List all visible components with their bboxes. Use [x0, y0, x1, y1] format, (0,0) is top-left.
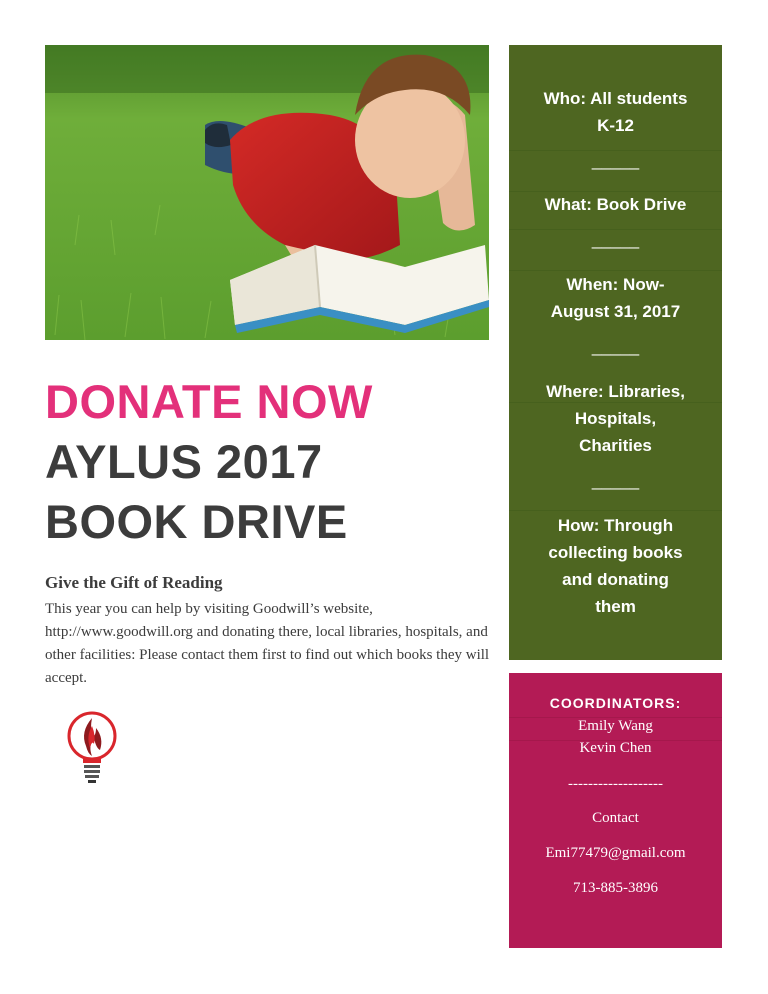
what-line: What: Book Drive [544, 195, 687, 214]
how-line-3: and donating [562, 570, 669, 589]
who-line-2: K-12 [597, 116, 634, 135]
where-line-1: Where: Libraries, [546, 382, 685, 401]
coordinators-title: COORDINATORS: [549, 695, 682, 711]
when-line-2: August 31, 2017 [550, 302, 681, 321]
coordinator-name: Emily Wang [578, 718, 653, 734]
dashed-divider: ------------------- [568, 776, 663, 792]
contact-label: Contact [592, 810, 639, 826]
aylus-2017-title: AYLUS 2017 [45, 435, 323, 488]
where-line-2: Hospitals, [574, 409, 657, 428]
where-line-3: Charities [579, 436, 652, 455]
who-line-1: Who: All students [543, 89, 688, 108]
separator: _____ [591, 337, 640, 356]
book-drive-title: BOOK DRIVE [45, 495, 348, 548]
separator: _____ [591, 471, 640, 490]
event-details-panel [509, 45, 722, 660]
boy-reading-photo [45, 45, 489, 340]
how-line-2: collecting books [548, 543, 683, 562]
body-paragraph: This year you can help by visiting Goodwill’s website, http://www.goodwill.org and donating there, local libraries, hospitals, and other facilities: Please contact them first to find out which books they will accept. [45, 601, 490, 686]
divider [509, 510, 722, 511]
coordinator-name: Kevin Chen [579, 740, 652, 756]
separator: _____ [591, 230, 640, 249]
coordinators-panel [509, 673, 722, 948]
headline [45, 372, 495, 552]
contact-phone: 713-885-3896 [573, 880, 658, 896]
separator: _____ [591, 151, 640, 170]
when-line-1: When: Now- [566, 275, 665, 294]
contact-email: Emi77479@gmail.com [545, 845, 686, 861]
how-line-4: them [595, 597, 636, 616]
donate-now-title: DONATE NOW [45, 375, 373, 428]
flame-lightbulb-icon [66, 710, 118, 786]
how-line-1: How: Through [557, 516, 674, 535]
subheading: Give the Gift of Reading [45, 573, 223, 592]
boy-reading-image [45, 45, 489, 340]
divider [509, 402, 722, 403]
